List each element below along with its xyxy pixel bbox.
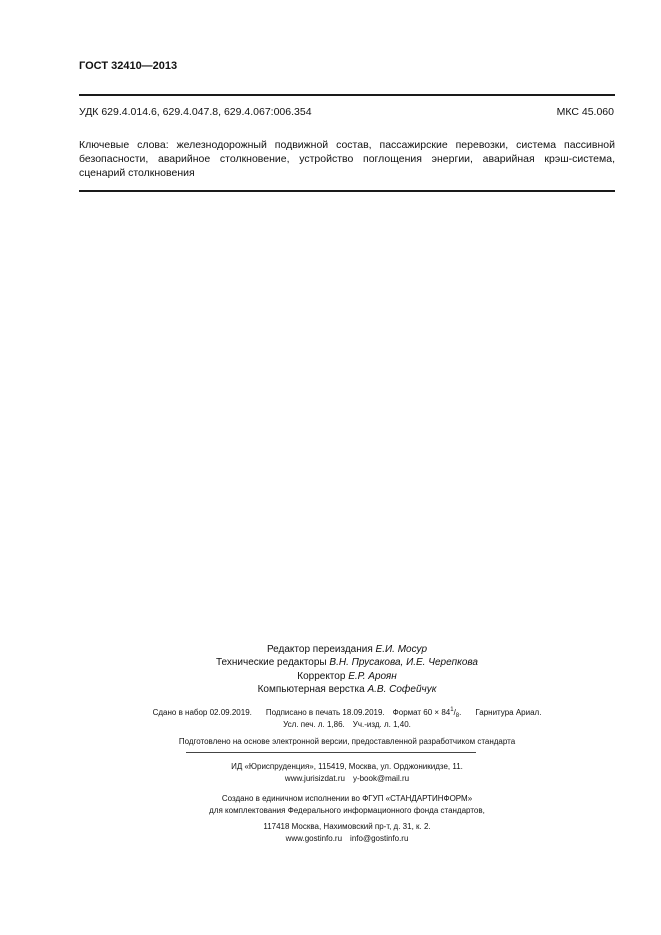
publisher-contacts — [79, 773, 615, 785]
mks-code: МКС 45.060 — [556, 106, 614, 118]
publisher-block — [79, 761, 615, 786]
top-rule — [79, 94, 615, 96]
printer-email[interactable]: info@gostinfo.ru — [350, 833, 409, 843]
udk-code: УДК 629.4.014.6, 629.4.047.8, 629.4.067:006.354 — [79, 106, 312, 118]
print-sheets: Усл. печ. л. 1,86. — [283, 720, 345, 729]
corrector-line — [79, 670, 615, 683]
print-info-line-1 — [79, 707, 615, 719]
tech-editors-names: В.Н. Прусакова, И.Е. Черепкова — [329, 657, 478, 669]
publisher-email[interactable]: y-book@mail.ru — [352, 774, 410, 784]
paper-format-prefix: Формат 60 × 84 — [392, 708, 451, 717]
signed-date: Подписано в печать 18.09.2019. — [265, 708, 385, 717]
corrector-label: Корректор — [297, 670, 346, 682]
submitted-date: Сдано в набор 02.09.2019. — [152, 708, 252, 717]
publisher-sheets: Уч.-изд. л. 1,40. — [352, 720, 411, 729]
tech-editors-line — [79, 656, 615, 669]
printer-address: 117418 Москва, Нахимовский пр-т, д. 31, к. 2. — [263, 821, 431, 831]
printer-contacts — [79, 833, 615, 845]
keywords-paragraph: Ключевые слова: железнодорожный подвижной состав, пассажирские перевозки, система пассивной безопасности, аварийное столкновение, устройство поглощения энергии, аварийная крэш-система, сценарий столкновения — [79, 139, 615, 179]
layout-label: Компьютерная верстка — [257, 683, 365, 695]
printer-site[interactable]: www.gostinfo.ru — [285, 833, 343, 843]
editor-line — [79, 643, 615, 656]
publisher-address: ИД «Юриспруденция», 115419, Москва, ул. Орджоникидзе, 11. — [231, 762, 463, 771]
typeface: Гарнитура Ариал. — [475, 708, 542, 717]
bottom-rule — [79, 190, 615, 192]
publisher-site[interactable]: www.jurisizdat.ru — [284, 774, 345, 784]
editor-label: Редактор переиздания — [266, 644, 373, 655]
tech-editors-label: Технические редакторы — [215, 657, 327, 669]
print-info-line-2 — [79, 719, 615, 731]
corrector-name: Е.Р. Ароян — [348, 670, 397, 682]
editor-name: Е.И. Мосур — [375, 644, 428, 655]
paper-format: Формат $60 \times 84^1/_8$. — [392, 707, 462, 719]
prepared-note: Подготовлено на основе электронной версии, предоставленной разработчиком стандарта — [178, 737, 516, 746]
paper-format-sup: 1 — [450, 707, 454, 713]
paper-format-sub: 8 — [455, 713, 460, 719]
printer-line-2: для комплектования Федерального информационного фонда стандартов, — [209, 806, 485, 816]
printer-block — [79, 793, 615, 845]
layout-name: А.В. Софейчук — [367, 683, 437, 695]
paper-format-suffix: . — [459, 708, 462, 717]
standard-code-header: ГОСТ 32410—2013 — [79, 60, 178, 72]
publisher-separator — [186, 752, 476, 753]
credits-block — [79, 643, 615, 696]
layout-line — [79, 683, 615, 696]
printer-line-1: Создано в единичном исполнении во ФГУП «СТАНДАРТИНФОРМ» — [221, 794, 473, 803]
